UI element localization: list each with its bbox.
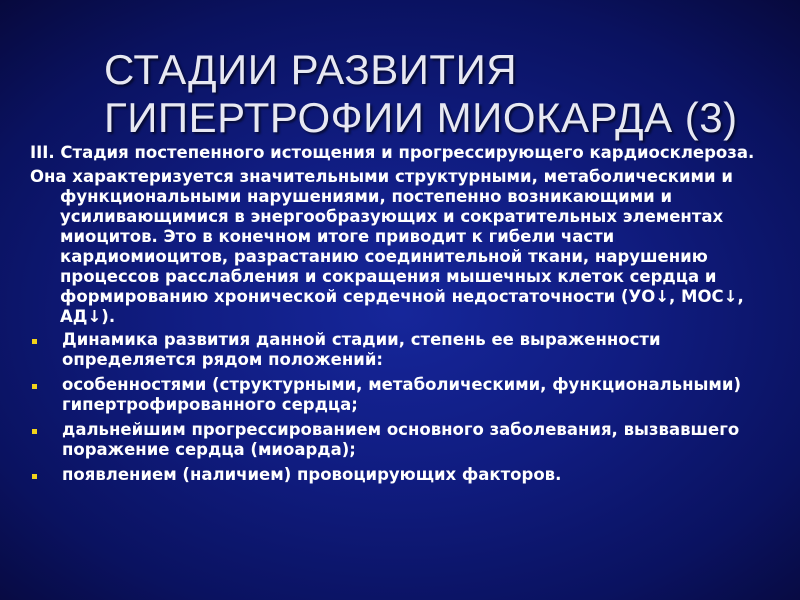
square-bullet-icon [32,429,37,434]
title-line-1: СТАДИИ РАЗВИТИЯ [104,46,518,93]
square-bullet-icon [32,339,37,344]
slide-body [30,143,780,490]
bullet-item [30,465,780,485]
bullet-text: дальнейшим прогрессированием основного заболевания, вызвавшего поражение сердца (миоарда); [62,420,740,459]
stage-heading: III. Стадия постепенного истощения и прогрессирующего кардиосклероза. [30,143,755,162]
bullet-text: Динамика развития данной стадии, степень ее выраженности определяется рядом положений: [62,330,661,369]
bullet-item [30,375,780,415]
title-line-2: ГИПЕРТРОФИИ МИОКАРДА (3) [104,94,738,141]
bullet-text: появлением (наличием) провоцирующих факторов. [62,465,562,484]
stage-description: Она характеризуется значительными структурными, метаболическими и функциональными нарушениями, постепенно возникающими и усиливающимися в энергообразующих и сократительных элементах миоцитов. Это в конечном итоге приводит к гибели части кардиомиоцитов, разрастанию соединительной ткани, нарушению процессов расслабления и сокращения мышечных клеток сердца и формированию хронической сердечной недостаточности (УО↓, МОС↓, АД↓). [30,167,744,326]
bullet-item [30,330,780,370]
bullet-item [30,420,780,460]
square-bullet-icon [32,474,37,479]
slide-title [104,46,764,142]
bullet-text: особенностями (структурными, метаболическими, функциональными) гипертрофированного сердца; [62,375,742,414]
square-bullet-icon [32,384,37,389]
